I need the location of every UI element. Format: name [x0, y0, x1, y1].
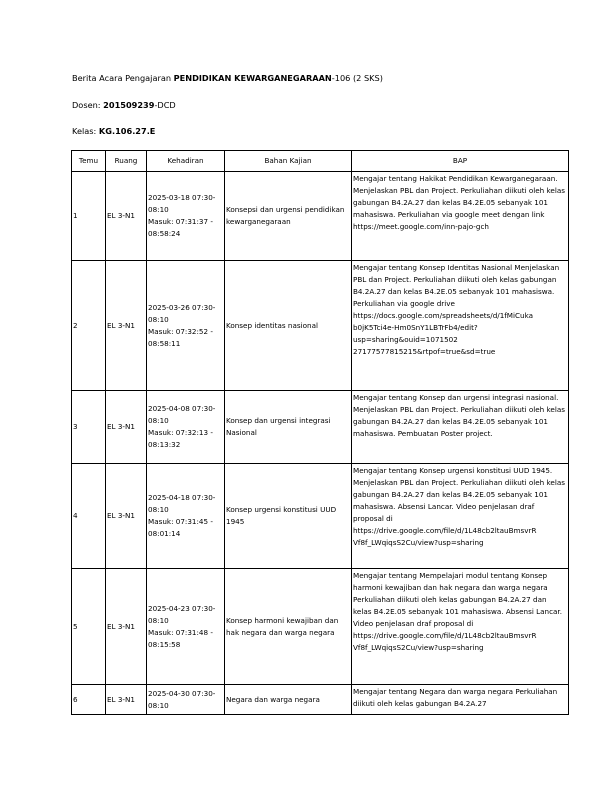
kelas-value: KG.106.27.E — [98, 126, 156, 136]
jadwal-text: 2025-04-18 07:30-08:10 — [148, 493, 216, 514]
kehadiran-cell — [147, 464, 225, 569]
bahan-kajian-cell: Konsep dan urgensi integrasi Nasional — [225, 391, 352, 464]
temu-cell: 5 — [72, 569, 106, 685]
berita-prefix: Berita Acara Pengajaran — [72, 73, 174, 83]
dosen-id: 201509239 — [103, 100, 155, 110]
bahan-kajian-cell: Negara dan warga negara — [225, 685, 352, 715]
bahan-kajian-cell: Konsepsi dan urgensi pendidikan kewarganegaraan — [225, 172, 352, 261]
masuk-text: Masuk: 07:31:37 - 08:58:24 — [148, 217, 213, 238]
table-row — [72, 685, 569, 715]
dosen-line — [72, 100, 176, 110]
jadwal-text: 2025-03-18 07:30-08:10 — [148, 193, 216, 214]
kehadiran-cell — [147, 172, 225, 261]
masuk-text: Masuk: 07:32:13 - 08:13:32 — [148, 428, 213, 449]
bahan-kajian-cell: Konsep urgensi konstitusi UUD 1945 — [225, 464, 352, 569]
ruang-cell: EL 3-N1 — [106, 685, 147, 715]
table-row — [72, 569, 569, 685]
kelas-label: Kelas: — [72, 126, 99, 136]
bap-cell: Mengajar tentang Konsep dan urgensi integrasi nasional. Menjelaskan PBL dan Project. Perkuliahan diikuti oleh kelas gabungan B4.2A.27 dan kelas B4.2E.05 sebanyak 101 mahasiswa. Pembuatan Poster project. — [352, 391, 569, 464]
bap-cell: Mengajar tentang Konsep Identitas Nasional Menjelaskan PBL dan Project. Perkuliahan diikuti oleh kelas gabungan B4.2A.27 dan kelas B4.2E.05 sebanyak 101 mahasiswa. Perkuliahan via google drive https://docs.google.com/spreadsheets/d/1fMiCuka b0jK5Tci4e-Hm0SnY1LBTrFb4/edit?usp=sharing&ouid=1071502 27177577815215&rtpof=true&sd=true — [352, 261, 569, 391]
kelas-line — [72, 126, 155, 136]
bahan-kajian-cell: Konsep harmoni kewajiban dan hak negara dan warga negara — [225, 569, 352, 685]
column-header-ruang: Ruang — [106, 151, 147, 172]
bap-cell: Mengajar tentang Hakikat Pendidikan Kewarganegaraan. Menjelaskan PBL dan Project. Perkuliahan diikuti oleh kelas gabungan B4.2A.27 dan kelas B4.2E.05 sebanyak 101 mahasiswa. Perkuliahan via google meet dengan link https://meet.google.com/inn-pajo-gch — [352, 172, 569, 261]
column-header-bap: BAP — [352, 151, 569, 172]
temu-cell: 2 — [72, 261, 106, 391]
bahan-kajian-cell: Konsep identitas nasional — [225, 261, 352, 391]
temu-cell: 4 — [72, 464, 106, 569]
table-row — [72, 391, 569, 464]
kehadiran-cell — [147, 261, 225, 391]
course-name: PENDIDIKAN KEWARGANEGARAAN — [173, 73, 332, 83]
kehadiran-cell — [147, 685, 225, 715]
kehadiran-cell — [147, 391, 225, 464]
masuk-text: Masuk: 07:31:45 - 08:01:14 — [148, 517, 213, 538]
bap-cell: Mengajar tentang Mempelajari modul tentang Konsep harmoni kewajiban dan hak negara dan warga negara Perkuliahan diikuti oleh kelas gabungan B4.2A.27 dan kelas B4.2E.05 sebanyak 101 mahasiswa. Absensi Lancar. Video penjelasan draf proposal di https://drive.google.com/file/d/1L48cb2ltauBmsvrR Vf8f_LWqiqsS2Cu/view?usp=sharing — [352, 569, 569, 685]
ruang-cell: EL 3-N1 — [106, 172, 147, 261]
table-header-row — [72, 151, 569, 172]
ruang-cell: EL 3-N1 — [106, 464, 147, 569]
column-header-bahan-kajian: Bahan Kajian — [225, 151, 352, 172]
bap-cell: Mengajar tentang Negara dan warga negara Perkuliahan diikuti oleh kelas gabungan B4.2A.27 — [352, 685, 569, 715]
column-header-kehadiran: Kehadiran — [147, 151, 225, 172]
table-row — [72, 261, 569, 391]
jadwal-text: 2025-03-26 07:30-08:10 — [148, 302, 216, 324]
bap-table — [71, 150, 569, 715]
temu-cell: 3 — [72, 391, 106, 464]
berita-acara-title — [72, 73, 383, 83]
kehadiran-cell — [147, 569, 225, 685]
table-row — [72, 172, 569, 261]
temu-cell: 1 — [72, 172, 106, 261]
jadwal-text: 2025-04-30 07:30-08:10 — [148, 688, 216, 710]
ruang-cell: EL 3-N1 — [106, 261, 147, 391]
dosen-label: Dosen: — [72, 100, 104, 110]
ruang-cell: EL 3-N1 — [106, 391, 147, 464]
column-header-temu: Temu — [72, 151, 106, 172]
masuk-text: Masuk: 07:31:48 - 08:15:58 — [148, 627, 213, 649]
jadwal-text: 2025-04-08 07:30-08:10 — [148, 404, 216, 425]
jadwal-text: 2025-04-23 07:30-08:10 — [148, 603, 216, 625]
table-row — [72, 464, 569, 569]
masuk-text: Masuk: 07:32:52 - 08:58:11 — [148, 326, 213, 348]
course-suffix: -106 (2 SKS) — [331, 73, 383, 83]
bap-cell: Mengajar tentang Konsep urgensi konstitusi UUD 1945. Menjelaskan PBL dan Project. Perkuliahan diikuti oleh kelas gabungan B4.2A.27 dan kelas B4.2E.05 sebanyak 101 mahasiswa. Absensi Lancar. Video penjelasan draf proposal di https://drive.google.com/file/d/1L48cb2ltauBmsvrR Vf8f_LWqiqsS2Cu/view?usp=sharing — [352, 464, 569, 569]
ruang-cell: EL 3-N1 — [106, 569, 147, 685]
dosen-suffix: -DCD — [154, 100, 176, 110]
temu-cell: 6 — [72, 685, 106, 715]
